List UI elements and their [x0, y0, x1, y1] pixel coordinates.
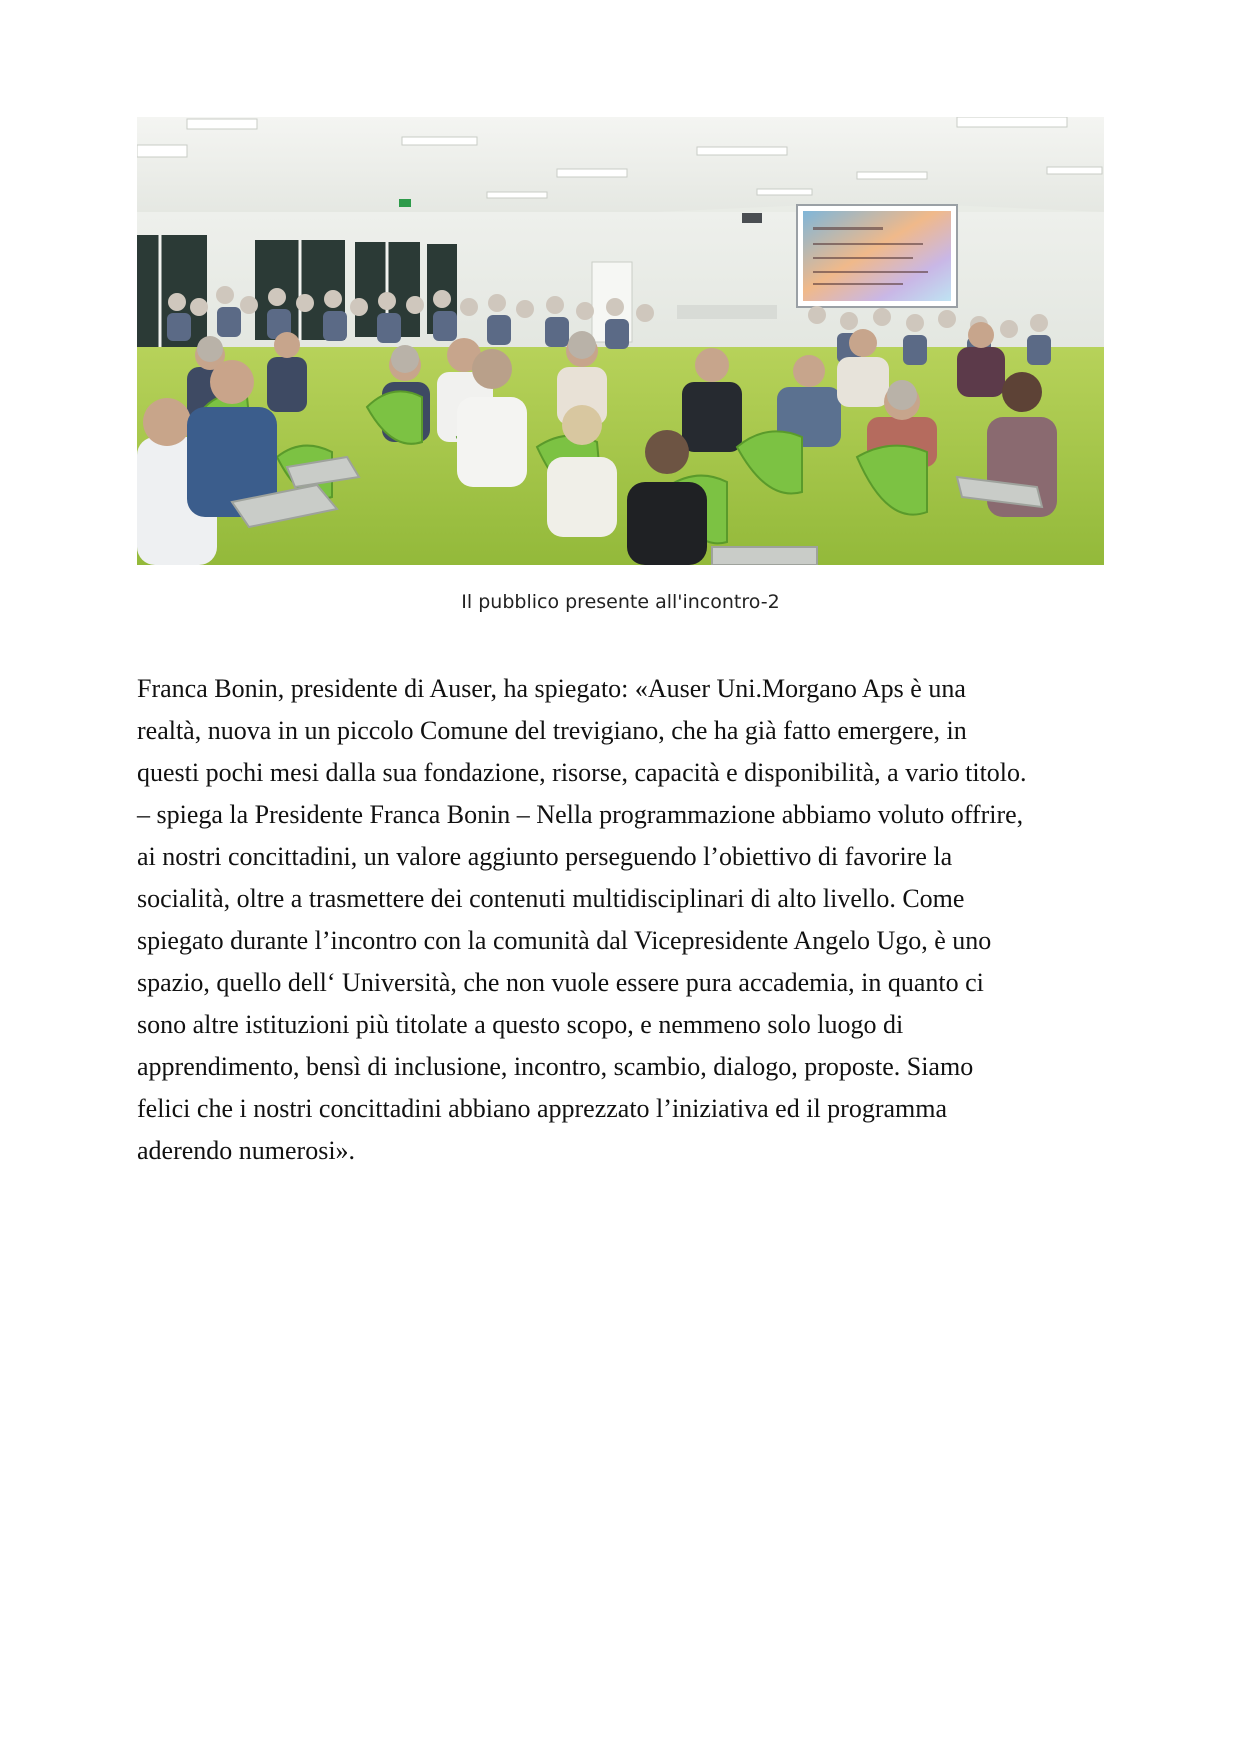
article-paragraph	[137, 668, 1104, 1172]
paragraph-line: spiegato durante l’incontro con la comunità dal Vicepresidente Angelo Ugo, è uno	[137, 926, 992, 955]
paragraph-line: – spiega la Presidente Franca Bonin – Nella programmazione abbiamo voluto offrire,	[137, 800, 1024, 829]
paragraph-line: sono altre istituzioni più titolate a questo scopo, e nemmeno solo luogo di	[137, 1010, 904, 1039]
paragraph-line: questi pochi mesi dalla sua fondazione, risorse, capacità e disponibilità, a vario titolo.	[137, 758, 1027, 787]
paragraph-line: Franca Bonin, presidente di Auser, ha spiegato: «Auser Uni.Morgano Aps è una	[137, 674, 966, 703]
audience-photo-illustration	[137, 117, 1104, 565]
paragraph-line: apprendimento, bensì di inclusione, incontro, scambio, dialogo, proposte. Siamo	[137, 1052, 974, 1081]
paragraph-line: ai nostri concittadini, un valore aggiunto perseguendo l’obiettivo di favorire la	[137, 842, 953, 871]
audience-photo	[137, 117, 1104, 565]
paragraph-line: aderendo numerosi».	[137, 1136, 356, 1165]
paragraph-line: spazio, quello dell‘ Università, che non vuole essere pura accademia, in quanto ci	[137, 968, 984, 997]
paragraph-line: realtà, nuova in un piccolo Comune del trevigiano, che ha già fatto emergere, in	[137, 716, 967, 745]
paragraph-line: socialità, oltre a trasmettere dei contenuti multidisciplinari di alto livello. Come	[137, 884, 965, 913]
photo-caption: Il pubblico presente all'incontro-2	[461, 591, 780, 613]
paragraph-line: felici che i nostri concittadini abbiano apprezzato l’iniziativa ed il programma	[137, 1094, 948, 1123]
